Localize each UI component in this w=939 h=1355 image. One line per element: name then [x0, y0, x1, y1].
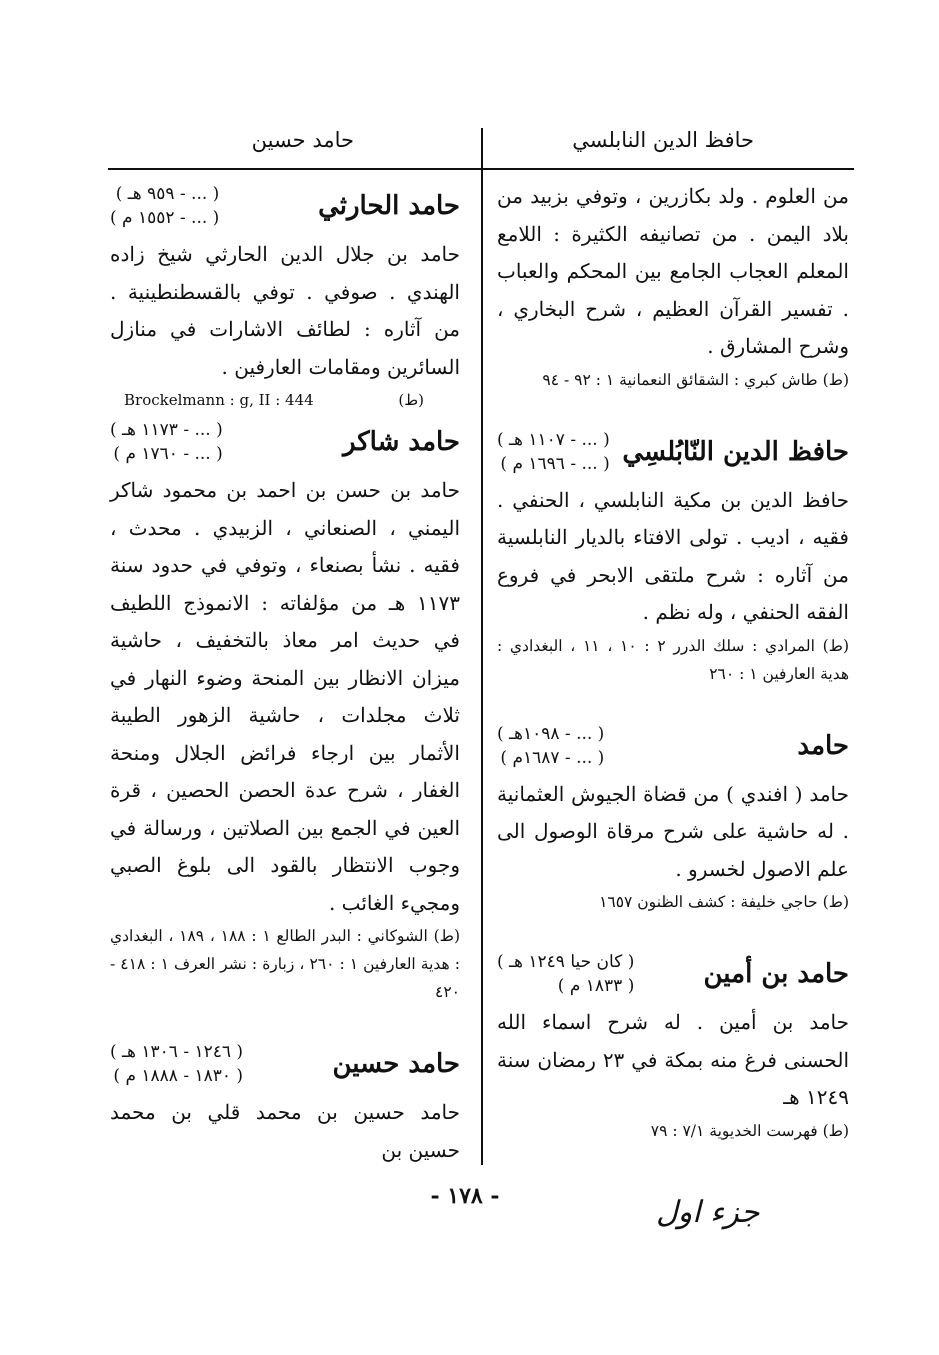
entry-reference: (ط) فهرست الخديوية ٧/١ : ٧٩ [650, 1121, 849, 1140]
entry-heading [497, 428, 849, 476]
column-divider [481, 128, 483, 1165]
entry-heading [110, 182, 460, 230]
handwritten-note: جزء اول [656, 1195, 760, 1230]
running-header-right: حافظ الدين النابلسي [572, 128, 754, 152]
entry-text: حامد بن حسن بن احمد بن محمود شاكر اليمني ، الصنعاني ، الزبيدي . محدث ، فقيه . نشأ بصنعاء ، وتوفي في حدود سنة ١١٧٣ هـ من مؤلفاته : الانموذج اللطيف في حديث امر معاذ بالتخفيف ، حاشية ميزان الانظار بين المنحة وضوء النهار في ثلاث مجلدات ، حاشية الزهور الطيبة الأثمار بين ارجاء فرائض الجلال ومنحة الغفار ، شرح عدة الحصن الحصين ، قرة العين في الجمع بين الصلاتين ، ورسالة في وجوب الانتظار بالقود الى بلوغ الصبي ومجيء الغائب . [110, 478, 460, 915]
entry-dates: ( ... - ١٠٩٨هـ ) ( ... - ١٦٨٧م ) [497, 723, 605, 768]
entry-text: حامد بن جلال الدين الحارثي شيخ زاده الهندي . صوفي . توفي بالقسطنطينية . من آثاره : لطائف الاشارات في منازل السائرين ومقامات العارفين . [110, 242, 460, 379]
entry-dates: ( كان حيا ١٢٤٩ هـ ) ( ١٨٣٣ م ) [497, 952, 635, 996]
entry-name: حامد بن أمين [703, 959, 849, 989]
entry-name: حافظ الدين النّابُلسِي [622, 436, 849, 467]
entry-dates: ( ... - ٩٥٩ هـ ) ( ... - ١٥٥٢ م ) [110, 184, 220, 228]
entry-heading [110, 1040, 460, 1088]
entry-dates: ( ... - ١١٧٣ هـ ) ( ... - ١٧٦٠ م ) [110, 420, 223, 464]
entry-reference: (ط) طاش كبري : الشقائق النعمانية ١ : ٩٢ - ٩٤ [542, 370, 849, 389]
entry-dates: ( ... - ١١٠٧ هـ ) ( ... - ١٦٩٦ م ) [497, 429, 610, 474]
entry-reference: (ط) الشوكاني : البدر الطالع ١ : ١٨٨ ، ١٨٩ ، البغدادي : هدية العارفين ١ : ٢٦٠ ، زبارة : نشر العرف ١ : ٤١٨ - ٤٢٠ [110, 927, 460, 1001]
entry-name: حامد حسين [332, 1049, 460, 1079]
entry-reference [110, 386, 460, 414]
entry-continuation-text: من العلوم . ولد بكازرين ، وتوفي بزبيد من بلاد اليمن . من تصانيفه الكثيرة : اللامع المعلم العجاب الجامع بين المحكم والعباب . تفسير القرآن العظيم ، شرح البخاري ، وشرح المشارق . [497, 184, 849, 358]
entry-heading [497, 950, 849, 998]
entry-text: حامد بن أمين . له شرح اسماء الله الحسنى فرغ منه بمكة في ٢٣ رمضان سنة ١٢٤٩ هـ [497, 1010, 849, 1109]
entry-heading [110, 418, 460, 466]
entry-dates: ( ١٢٤٦ - ١٣٠٦ هـ ) ( ١٨٣٠ - ١٨٨٨ م ) [110, 1042, 244, 1086]
left-column [110, 178, 460, 1169]
entry-text: حامد حسين بن محمد قلي بن محمد حسين بن [110, 1100, 460, 1162]
reference-tag: (ط) [398, 391, 424, 409]
entry-reference: (ط) المرادي : سلك الدرر ٢ : ١٠ ، ١١ ، البغدادي : هدية العارفين ١ : ٢٦٠ [497, 636, 849, 683]
entry-reference: (ط) حاجي خليفة : كشف الظنون ١٦٥٧ [599, 893, 849, 911]
entry-text: حامد ( افندي ) من قضاة الجيوش العثمانية . له حاشية على شرح مرقاة الوصول الى علم الاصول لخسرو . [497, 781, 849, 881]
page-number: - ١٧٨ - [430, 1183, 500, 1209]
entry-name: حامد [797, 730, 849, 761]
entry-name: حامد الحارثي [318, 191, 460, 221]
right-column [497, 178, 849, 1145]
running-header-left: حامد حسين [251, 128, 354, 152]
entry-heading [497, 722, 849, 770]
reference-latin: Brockelmann : g, II : 444 [124, 391, 314, 409]
entry-text: حافظ الدين بن مكية النابلسي ، الحنفي . فقيه ، اديب . تولى الافتاء بالديار النابلسية من آثاره : شرح ملتقى الابحر في فروع الفقه الحنفي ، وله نظم . [497, 487, 849, 624]
entry-name: حامد شاكر [342, 427, 460, 457]
